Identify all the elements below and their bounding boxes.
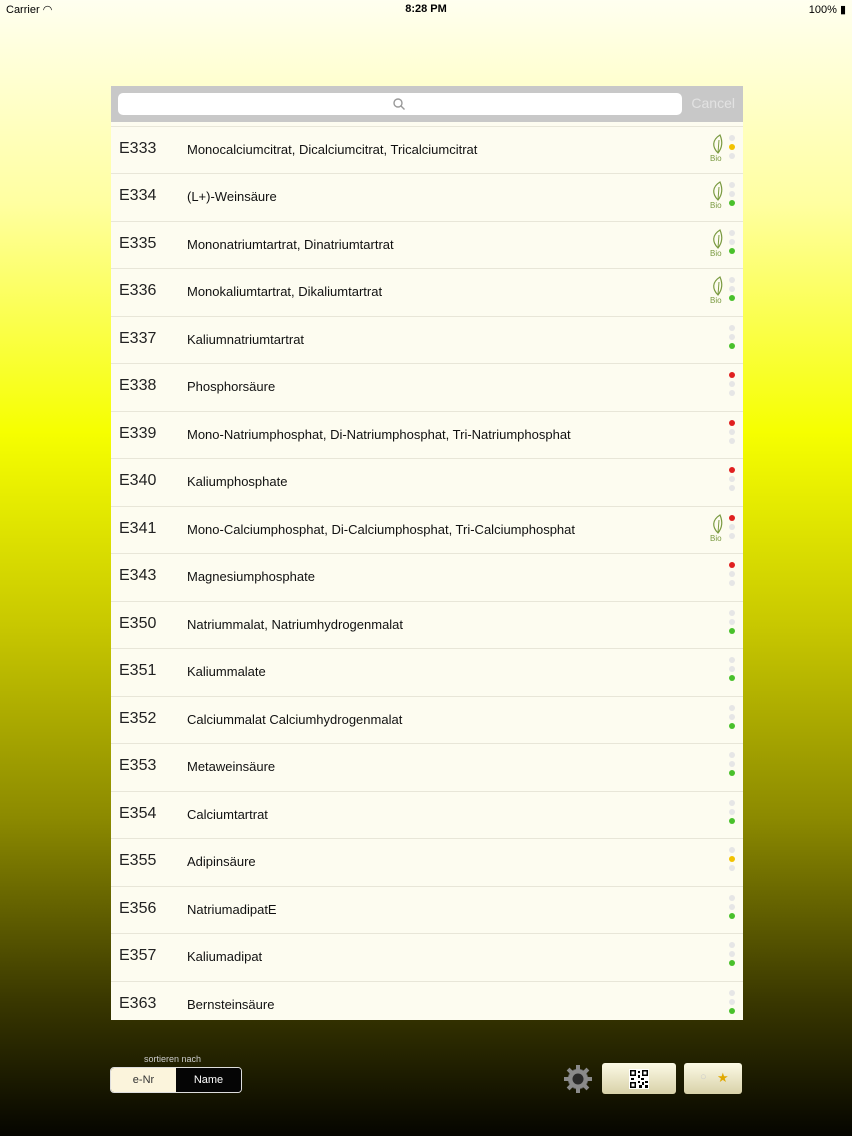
search-bar bbox=[111, 86, 743, 122]
e-number: E353 bbox=[119, 757, 157, 774]
rating-lights bbox=[729, 325, 736, 352]
rating-dot-off bbox=[729, 705, 735, 711]
rating-dot-red bbox=[729, 515, 735, 521]
rating-dot-red bbox=[729, 562, 735, 568]
rating-dot-red bbox=[729, 467, 735, 473]
rating-lights bbox=[729, 895, 736, 922]
rating-lights bbox=[729, 990, 736, 1017]
status-bar bbox=[0, 0, 852, 18]
rating-dot-yellow bbox=[729, 856, 735, 862]
list-item[interactable] bbox=[111, 364, 743, 412]
e-number: E351 bbox=[119, 662, 157, 679]
list-item[interactable] bbox=[111, 792, 743, 840]
e-number: E343 bbox=[119, 567, 157, 584]
additive-name: Phosphorsäure bbox=[187, 379, 276, 394]
list-item[interactable] bbox=[111, 127, 743, 175]
rating-dot-off bbox=[729, 580, 735, 586]
search-field[interactable] bbox=[118, 93, 682, 115]
rating-lights bbox=[729, 800, 736, 827]
bio-label: Bio bbox=[710, 533, 722, 543]
rating-dot-green bbox=[729, 343, 735, 349]
rating-dot-off bbox=[729, 485, 735, 491]
additive-name: Bernsteinsäure bbox=[187, 996, 275, 1012]
additive-name: Monocalciumcitrat, Dicalciumcitrat, Tricalciumcitrat bbox=[187, 141, 478, 157]
e-number: E339 bbox=[119, 424, 157, 442]
rating-dot-red bbox=[729, 420, 735, 426]
additive-name: (L+)-Weinsäure bbox=[187, 189, 277, 204]
scan-qr-button[interactable] bbox=[602, 1063, 676, 1094]
list-item[interactable] bbox=[111, 554, 743, 602]
list-item[interactable] bbox=[111, 459, 743, 507]
rating-dot-off bbox=[729, 657, 735, 663]
rating-dot-green bbox=[729, 723, 735, 729]
rating-dot-green bbox=[729, 913, 735, 919]
additive-name: Kaliumphosphate bbox=[187, 474, 288, 489]
bio-leaf-icon bbox=[709, 513, 727, 545]
rating-dot-off bbox=[729, 999, 735, 1005]
e-number: E335 bbox=[119, 234, 157, 252]
rating-dot-off bbox=[729, 942, 735, 948]
star-icon: ★ bbox=[717, 1070, 729, 1085]
rating-dot-green bbox=[729, 295, 735, 301]
battery-icon: ▮ bbox=[839, 4, 846, 16]
rating-dot-off bbox=[729, 895, 735, 901]
e-number: E350 bbox=[119, 614, 157, 632]
e-number: E334 bbox=[119, 187, 157, 204]
additive-name: Monokaliumtartrat, Dikaliumtartrat bbox=[187, 284, 383, 299]
rating-lights bbox=[729, 182, 736, 209]
e-number: E341 bbox=[119, 519, 157, 537]
additive-name: Adipinsäure bbox=[187, 854, 256, 869]
rating-dot-off bbox=[729, 761, 735, 767]
rating-dot-off bbox=[729, 381, 735, 387]
additive-name: Kaliumadipat bbox=[187, 949, 263, 964]
list-item[interactable] bbox=[111, 602, 743, 650]
e-number: E363 bbox=[119, 994, 157, 1012]
rating-dot-off bbox=[729, 277, 735, 283]
additive-name: Natriummalat, Natriumhydrogenmalat bbox=[187, 616, 404, 632]
e-number: E336 bbox=[119, 282, 157, 299]
rating-dot-off bbox=[729, 230, 735, 236]
circle-icon: ○ bbox=[700, 1071, 707, 1083]
rating-dot-off bbox=[729, 951, 735, 957]
additive-name: Mono-Natriumphosphat, Di-Natriumphosphat, Tri-Natriumphosphat bbox=[187, 426, 571, 442]
rating-dot-green bbox=[729, 675, 735, 681]
rating-dot-off bbox=[729, 610, 735, 616]
rating-dot-off bbox=[729, 429, 735, 435]
bio-label: Bio bbox=[710, 248, 722, 258]
list-item[interactable] bbox=[111, 269, 743, 317]
list-item[interactable] bbox=[111, 317, 743, 365]
sort-option-name[interactable]: Name bbox=[176, 1068, 241, 1092]
rating-lights bbox=[729, 135, 736, 162]
rating-dot-off bbox=[729, 239, 735, 245]
additive-name: Magnesiumphosphate bbox=[187, 569, 315, 584]
sort-option-e-nr[interactable]: e-Nr bbox=[111, 1068, 176, 1092]
rating-dot-off bbox=[729, 666, 735, 672]
additive-list-panel bbox=[111, 86, 743, 1020]
rating-dot-off bbox=[729, 904, 735, 910]
rating-dot-off bbox=[729, 714, 735, 720]
rating-lights bbox=[729, 610, 736, 637]
e-number: E354 bbox=[119, 804, 157, 822]
list-item[interactable] bbox=[111, 649, 743, 697]
rating-dot-green bbox=[729, 960, 735, 966]
rating-lights bbox=[729, 277, 736, 304]
e-number: E333 bbox=[119, 139, 157, 157]
rating-dot-off bbox=[729, 153, 735, 159]
list-item[interactable] bbox=[111, 934, 743, 982]
e-number: E340 bbox=[119, 472, 157, 489]
additive-name: Metaweinsäure bbox=[187, 759, 276, 774]
wifi-icon: ◠ bbox=[42, 4, 53, 16]
rating-lights bbox=[729, 230, 736, 257]
rating-dot-off bbox=[729, 334, 735, 340]
rating-dot-green bbox=[729, 818, 735, 824]
rating-dot-off bbox=[729, 847, 735, 853]
bio-leaf-icon bbox=[709, 133, 727, 165]
rating-dot-yellow bbox=[729, 144, 735, 150]
e-number: E356 bbox=[119, 899, 157, 917]
list-item[interactable] bbox=[111, 412, 743, 460]
e-number: E357 bbox=[119, 947, 157, 964]
rating-lights bbox=[729, 847, 736, 874]
additive-name: Mono-Calciumphosphat, Di-Calciumphosphat, Tri-Calciumphosphat bbox=[187, 521, 576, 537]
rating-lights bbox=[729, 942, 736, 969]
rating-dot-off bbox=[729, 533, 735, 539]
battery-label: 100% ▮ bbox=[808, 4, 846, 16]
rating-dot-off bbox=[729, 325, 735, 331]
rating-dot-off bbox=[729, 990, 735, 996]
clock: 8:28 PM bbox=[405, 3, 447, 15]
list-item[interactable] bbox=[111, 697, 743, 745]
cancel-button[interactable]: Cancel bbox=[691, 95, 735, 111]
rating-lights bbox=[729, 515, 736, 542]
rating-dot-green bbox=[729, 248, 735, 254]
e-number: E337 bbox=[119, 329, 157, 347]
bio-leaf-icon bbox=[709, 275, 727, 307]
rating-lights bbox=[729, 562, 736, 589]
e-number: E355 bbox=[119, 852, 157, 869]
gear-icon[interactable] bbox=[563, 1064, 593, 1094]
sort-label: sortieren nach bbox=[144, 1054, 202, 1064]
list-item[interactable] bbox=[111, 839, 743, 887]
rating-lights bbox=[729, 420, 736, 447]
rating-lights bbox=[729, 657, 736, 684]
rating-dot-off bbox=[729, 865, 735, 871]
additive-name: Calciummalat Calciumhydrogenmalat bbox=[187, 711, 403, 727]
rating-dot-off bbox=[729, 182, 735, 188]
rating-dot-green bbox=[729, 200, 735, 206]
rating-dot-off bbox=[729, 571, 735, 577]
bio-label: Bio bbox=[710, 296, 722, 305]
additive-list[interactable] bbox=[111, 86, 743, 1020]
rating-dot-off bbox=[729, 286, 735, 292]
additive-name: Mononatriumtartrat, Dinatriumtartrat bbox=[187, 236, 394, 252]
rating-dot-off bbox=[729, 524, 735, 530]
rating-dot-off bbox=[729, 619, 735, 625]
search-input[interactable] bbox=[118, 93, 686, 117]
additive-name: NatriumadipatE bbox=[187, 901, 277, 917]
rating-lights bbox=[729, 705, 736, 732]
list-item[interactable] bbox=[111, 174, 743, 222]
bio-label: Bio bbox=[710, 201, 722, 210]
list-item[interactable] bbox=[111, 744, 743, 792]
rating-dot-off bbox=[729, 476, 735, 482]
rating-dot-green bbox=[729, 1008, 735, 1014]
list-item[interactable] bbox=[111, 507, 743, 555]
rating-dot-off bbox=[729, 438, 735, 444]
rating-dot-red bbox=[729, 372, 735, 378]
rating-dot-green bbox=[729, 628, 735, 634]
qr-code-icon bbox=[629, 1069, 649, 1089]
rating-dot-green bbox=[729, 770, 735, 776]
list-item[interactable] bbox=[111, 887, 743, 935]
e-number: E338 bbox=[119, 377, 157, 394]
rating-dot-off bbox=[729, 752, 735, 758]
bio-label: Bio bbox=[710, 153, 722, 163]
favorites-button[interactable] bbox=[684, 1063, 742, 1094]
additive-name: Kaliumnatriumtartrat bbox=[187, 331, 305, 347]
rating-lights bbox=[729, 752, 736, 779]
rating-dot-off bbox=[729, 809, 735, 815]
rating-dot-off bbox=[729, 800, 735, 806]
sort-segmented-control[interactable] bbox=[110, 1067, 242, 1093]
rating-dot-off bbox=[729, 191, 735, 197]
rating-lights bbox=[729, 372, 736, 399]
rating-lights bbox=[729, 467, 736, 494]
bio-leaf-icon bbox=[709, 228, 727, 260]
list-item[interactable] bbox=[111, 982, 743, 1021]
additive-name: Kaliummalate bbox=[187, 664, 266, 679]
rating-dot-off bbox=[729, 390, 735, 396]
carrier-label: Carrier ◠ bbox=[6, 4, 53, 16]
bio-leaf-icon bbox=[709, 180, 727, 212]
rating-dot-off bbox=[729, 135, 735, 141]
additive-name: Calciumtartrat bbox=[187, 806, 268, 822]
list-item[interactable] bbox=[111, 222, 743, 270]
e-number: E352 bbox=[119, 709, 157, 727]
